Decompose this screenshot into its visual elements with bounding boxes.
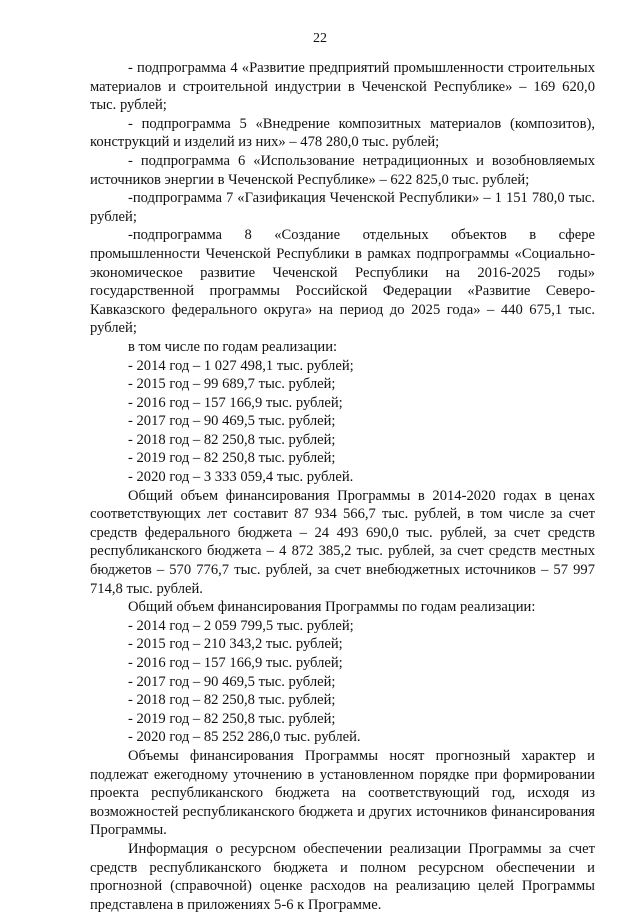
subprogram-7-paragraph: -подпрограмма 7 «Газификация Чеченской Республики» – 1 151 780,0 тыс. рублей; (90, 190, 595, 225)
page-number: 22 (313, 31, 327, 46)
by-year-item: - 2017 год – 90 469,5 тыс. рублей; (128, 673, 336, 690)
by-year-item: - 2020 год – 85 252 286,0 тыс. рублей. (128, 729, 361, 746)
by-year-item: - 2018 год – 82 250,8 тыс. рублей; (128, 692, 336, 709)
sub8-year-item: - 2017 год – 90 469,5 тыс. рублей; (128, 413, 336, 430)
by-year-item: - 2016 год – 157 166,9 тыс. рублей; (128, 655, 343, 671)
subprogram-5-paragraph: - подпрограмма 5 «Внедрение композитных материалов (композитов), конструкций и изделий из них» – 478 280,0 тыс. рублей; (90, 115, 595, 151)
sub8-year-item: - 2019 год – 82 250,8 тыс. рублей; (128, 450, 336, 467)
sub8-year-item: - 2020 год – 3 333 059,4 тыс. рублей. (128, 469, 354, 486)
document-body (90, 59, 595, 914)
by-year-item: - 2015 год – 210 343,2 тыс. рублей; (128, 636, 343, 653)
sub8-year-item: - 2015 год – 99 689,7 тыс. рублей; (128, 376, 336, 393)
sub8-year-item: - 2014 год – 1 027 498,1 тыс. рублей; (128, 357, 354, 374)
resource-note-paragraph: Информация о ресурсном обеспечении реализации Программы за счет средств республиканского бюджета и полном ресурсном обеспечении и прогнозной (справочной) оценке расходов на реализацию целей Программы представлена в приложениях 5-6 к Программе. (90, 840, 595, 913)
subprogram-4-paragraph: - подпрограмма 4 «Развитие предприятий промышленности строительных материалов и строительной индустрии в Чеченской Республике» – 169 620,0 тыс. рублей; (90, 60, 595, 114)
subprogram-8-paragraph: -подпрограмма 8 «Создание отдельных объектов в сфере промышленности Чеченской Республики в рамках подпрограммы «Социально-экономическое развитие Чеченской Республики на 2016-2025 годы» государственной программы Российской Федерации «Развитие Северо-Кавказского федерального округа» на период до 2025 года» – 440 675,1 тыс. рублей; (90, 227, 595, 337)
subprogram-6-paragraph: - подпрограмма 6 «Использование нетрадиционных и возобновляемых источников энергии в Чеченской Республике» – 622 825,0 тыс. рублей; (90, 152, 595, 188)
by-year-item: - 2014 год – 2 059 799,5 тыс. рублей; (128, 617, 354, 634)
by-year-intro: Общий объем финансирования Программы по годам реализации: (128, 599, 536, 616)
sub8-year-item: - 2018 год – 82 250,8 тыс. рублей; (128, 431, 336, 448)
sub8-year-item: - 2016 год – 157 166,9 тыс. рублей; (128, 394, 343, 411)
total-financing-paragraph: Общий объем финансирования Программы в 2014-2020 годах в ценах соответствующих лет составит 87 934 566,7 тыс. рублей, в том числе за счет средств федерального бюджета – 24 493 690,0 тыс. рублей, за счет средств республиканского бюджета – 4 872 385,2 тыс. рублей, за счет средств местных бюджетов – 570 776,7 тыс. рублей, за счет внебюджетных источников – 57 997 714,8 тыс. рублей. (90, 487, 595, 597)
forecast-note-paragraph: Объемы финансирования Программы носят прогнозный характер и подлежат ежегодному уточнению в установленном порядке при формировании проекта республиканского бюджета на соответствующий год, исходя из возможностей республиканского бюджета и других источников финансирования Программы. (90, 747, 595, 839)
by-year-item: - 2019 год – 82 250,8 тыс. рублей; (128, 710, 336, 727)
sub8-years-intro: в том числе по годам реализации: (128, 338, 338, 355)
